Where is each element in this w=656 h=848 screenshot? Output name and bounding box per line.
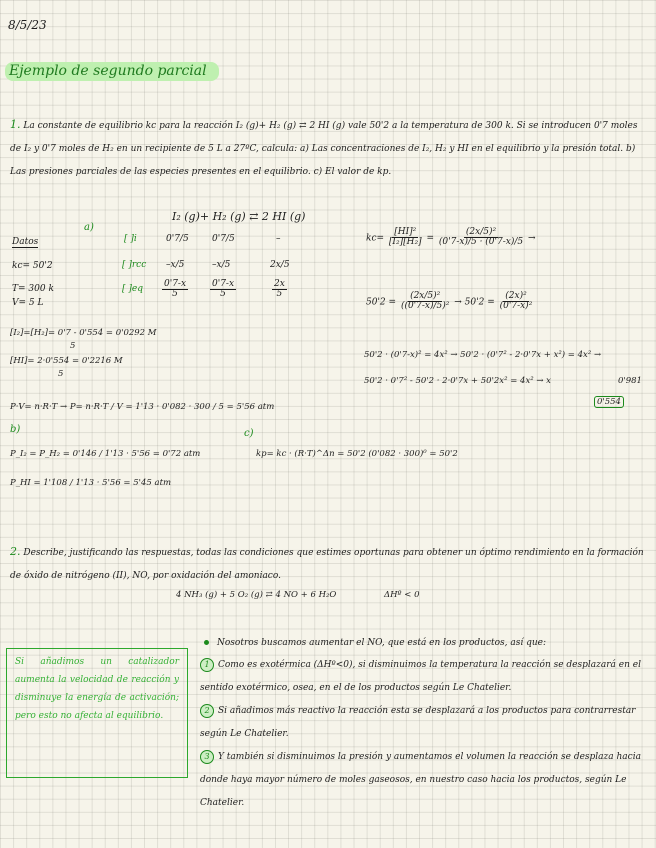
problem-2-number: 2. — [10, 545, 21, 558]
bullet-1: 1 Como es exotérmica (ΔHº<0), si disminuimos la temperatura la reacción se desplazará en el sentido exotérmico, osea, en el de los productos según Le Chatelier. — [200, 660, 641, 693]
partial-pressure-hi: P_HI = 1'108 / 1'13 · 5'56 = 5'45 atm — [10, 478, 172, 488]
conc-hi-den: 5 — [58, 369, 64, 379]
row-initial-h2: 0'7/5 — [212, 234, 235, 244]
root-2: 0'554 — [594, 396, 624, 408]
label-a: a) — [84, 222, 94, 233]
label-c: c) — [244, 428, 254, 439]
row-equilibrium-i2: $\frac{0'7-x}{5}$ — [164, 279, 187, 300]
row-reaction-i2: –x/5 — [166, 260, 185, 270]
row-reaction-h2: –x/5 — [212, 260, 231, 270]
kc-quadratic: 50'2 · 0'7² - 50'2 · 2·0'7x + 50'2x² = 4x² → x — [364, 376, 551, 386]
bullet-intro: Nosotros buscamos aumentar el NO, que está en los productos, así que: — [204, 632, 650, 655]
problem-2-text: Describe, justificando las respuestas, todas las condiciones que estimes oportunas para obtener un óptimo rendimiento en la formación de óxido de nitrógeno (II), NO, por oxidación del amoniaco. — [10, 548, 644, 581]
problem-1-statement — [10, 113, 650, 184]
row-reaction-hi: 2x/5 — [270, 260, 290, 270]
row-initial-hi: – — [276, 234, 281, 244]
datos-title: Datos — [12, 237, 39, 247]
reaction-2: 4 NH₃ (g) + 5 O₂ (g) ⇄ 4 NO + 6 H₂O — [176, 590, 337, 600]
number-1-icon: 1 — [200, 658, 214, 672]
root-1: 0'981 — [618, 376, 642, 386]
row-initial-label: [ ]i — [124, 234, 137, 244]
bullet-2: 2 Si añadimos más reactivo la reacción esta se desplazará a los productos para contrarrestar según Le Chatelier. — [200, 706, 636, 739]
problem-1-text: La constante de equilibrio kc para la reacción I₂ (g)+ H₂ (g) ⇄ 2 HI (g) vale 50'2 a la temperatura de 300 k. Si se introducen 0'7 moles de I₂ y 0'7 moles de H₂ en un recipiente de 5 L a 27ºC, calcula: a) Las concentraciones de I₂, H₂ y HI en el equilibrio y la presión total. b) Las presiones parciales de las especies presentes en el equilibrio. c) El valor de kp. — [10, 121, 638, 177]
row-reaction-label: [ ]rcc — [122, 260, 147, 270]
datos-volume: V= 5 L — [12, 298, 44, 308]
row-initial-i2: 0'7/5 — [166, 234, 189, 244]
conc-hi: [HI]= 2·0'554 = 0'2216 M — [10, 356, 123, 366]
kc-expansion: 50'2 · (0'7-x)² = 4x² → 50'2 · (0'7² - 2·0'7x + x²) = 4x² → — [364, 350, 602, 360]
problem-1-number: 1. — [10, 118, 21, 131]
total-pressure: P·V= n·R·T → P= n·R·T / V = 1'13 · 0'082 · 300 / 5 = 5'56 atm — [10, 402, 275, 412]
row-equilibrium-h2: $\frac{0'7-x}{5}$ — [212, 279, 235, 300]
bullet-dot-icon — [204, 640, 209, 645]
problem-2-statement — [10, 540, 650, 588]
label-b: b) — [10, 424, 21, 435]
reaction-header: I₂ (g)+ H₂ (g) ⇄ 2 HI (g) — [172, 210, 306, 223]
bullet-3: 3 Y también si disminuimos la presión y aumentamos el volumen la reacción se desplaza hacia donde haya mayor número de moles gaseosos, en nuestro caso hacia los productos, según Le Chatelier. — [200, 752, 641, 808]
row-equilibrium-label: [ ]eq — [122, 284, 143, 294]
number-2-icon: 2 — [200, 704, 214, 718]
datos-kc: kc= 50'2 — [12, 261, 53, 271]
page-title: Ejemplo de segundo parcial — [5, 62, 219, 81]
conc-i2-h2: [I₂]=[H₂]= 0'7 - 0'554 = 0'0292 M — [10, 328, 157, 338]
conc-i2-h2-den: 5 — [70, 341, 76, 351]
row-equilibrium-hi: $\frac{2x}{5}$ — [274, 279, 285, 300]
date: 8/5/23 — [8, 18, 47, 32]
partial-pressure-i2-h2: P_I₂ = P_H₂ = 0'146 / 1'13 · 5'56 = 0'72 atm — [10, 449, 201, 459]
kp-calculation: kp= kc · (R·T)^Δn = 50'2 (0'082 · 300)⁰ = 50'2 — [256, 449, 458, 459]
datos-temperature: T= 300 k — [12, 284, 54, 294]
kc-expression: kc= $\frac{\text{[HI]²}}{\text{[I₂][H₂]}}$ = $\frac{\text{(2x/5)²}}{(0'7-x)/5 \cdot (0'7-x)/5}$ → — [366, 227, 536, 248]
kc-substitution: 50'2 = $\frac{\text{(2x/5)²}}{\text{((0'7-x)/5)²}}$ → 50'2 = $\frac{\text{(2x)²}}{\text{(0'7-x)²}}$ — [366, 291, 533, 312]
enthalpy: ΔHº < 0 — [384, 590, 420, 600]
catalyst-note-box: Si añadimos un catalizador aumenta la velocidad de reacción y disminuye la energía de activación; pero esto no afecta al equilibrio. — [6, 648, 188, 778]
number-3-icon: 3 — [200, 750, 214, 764]
